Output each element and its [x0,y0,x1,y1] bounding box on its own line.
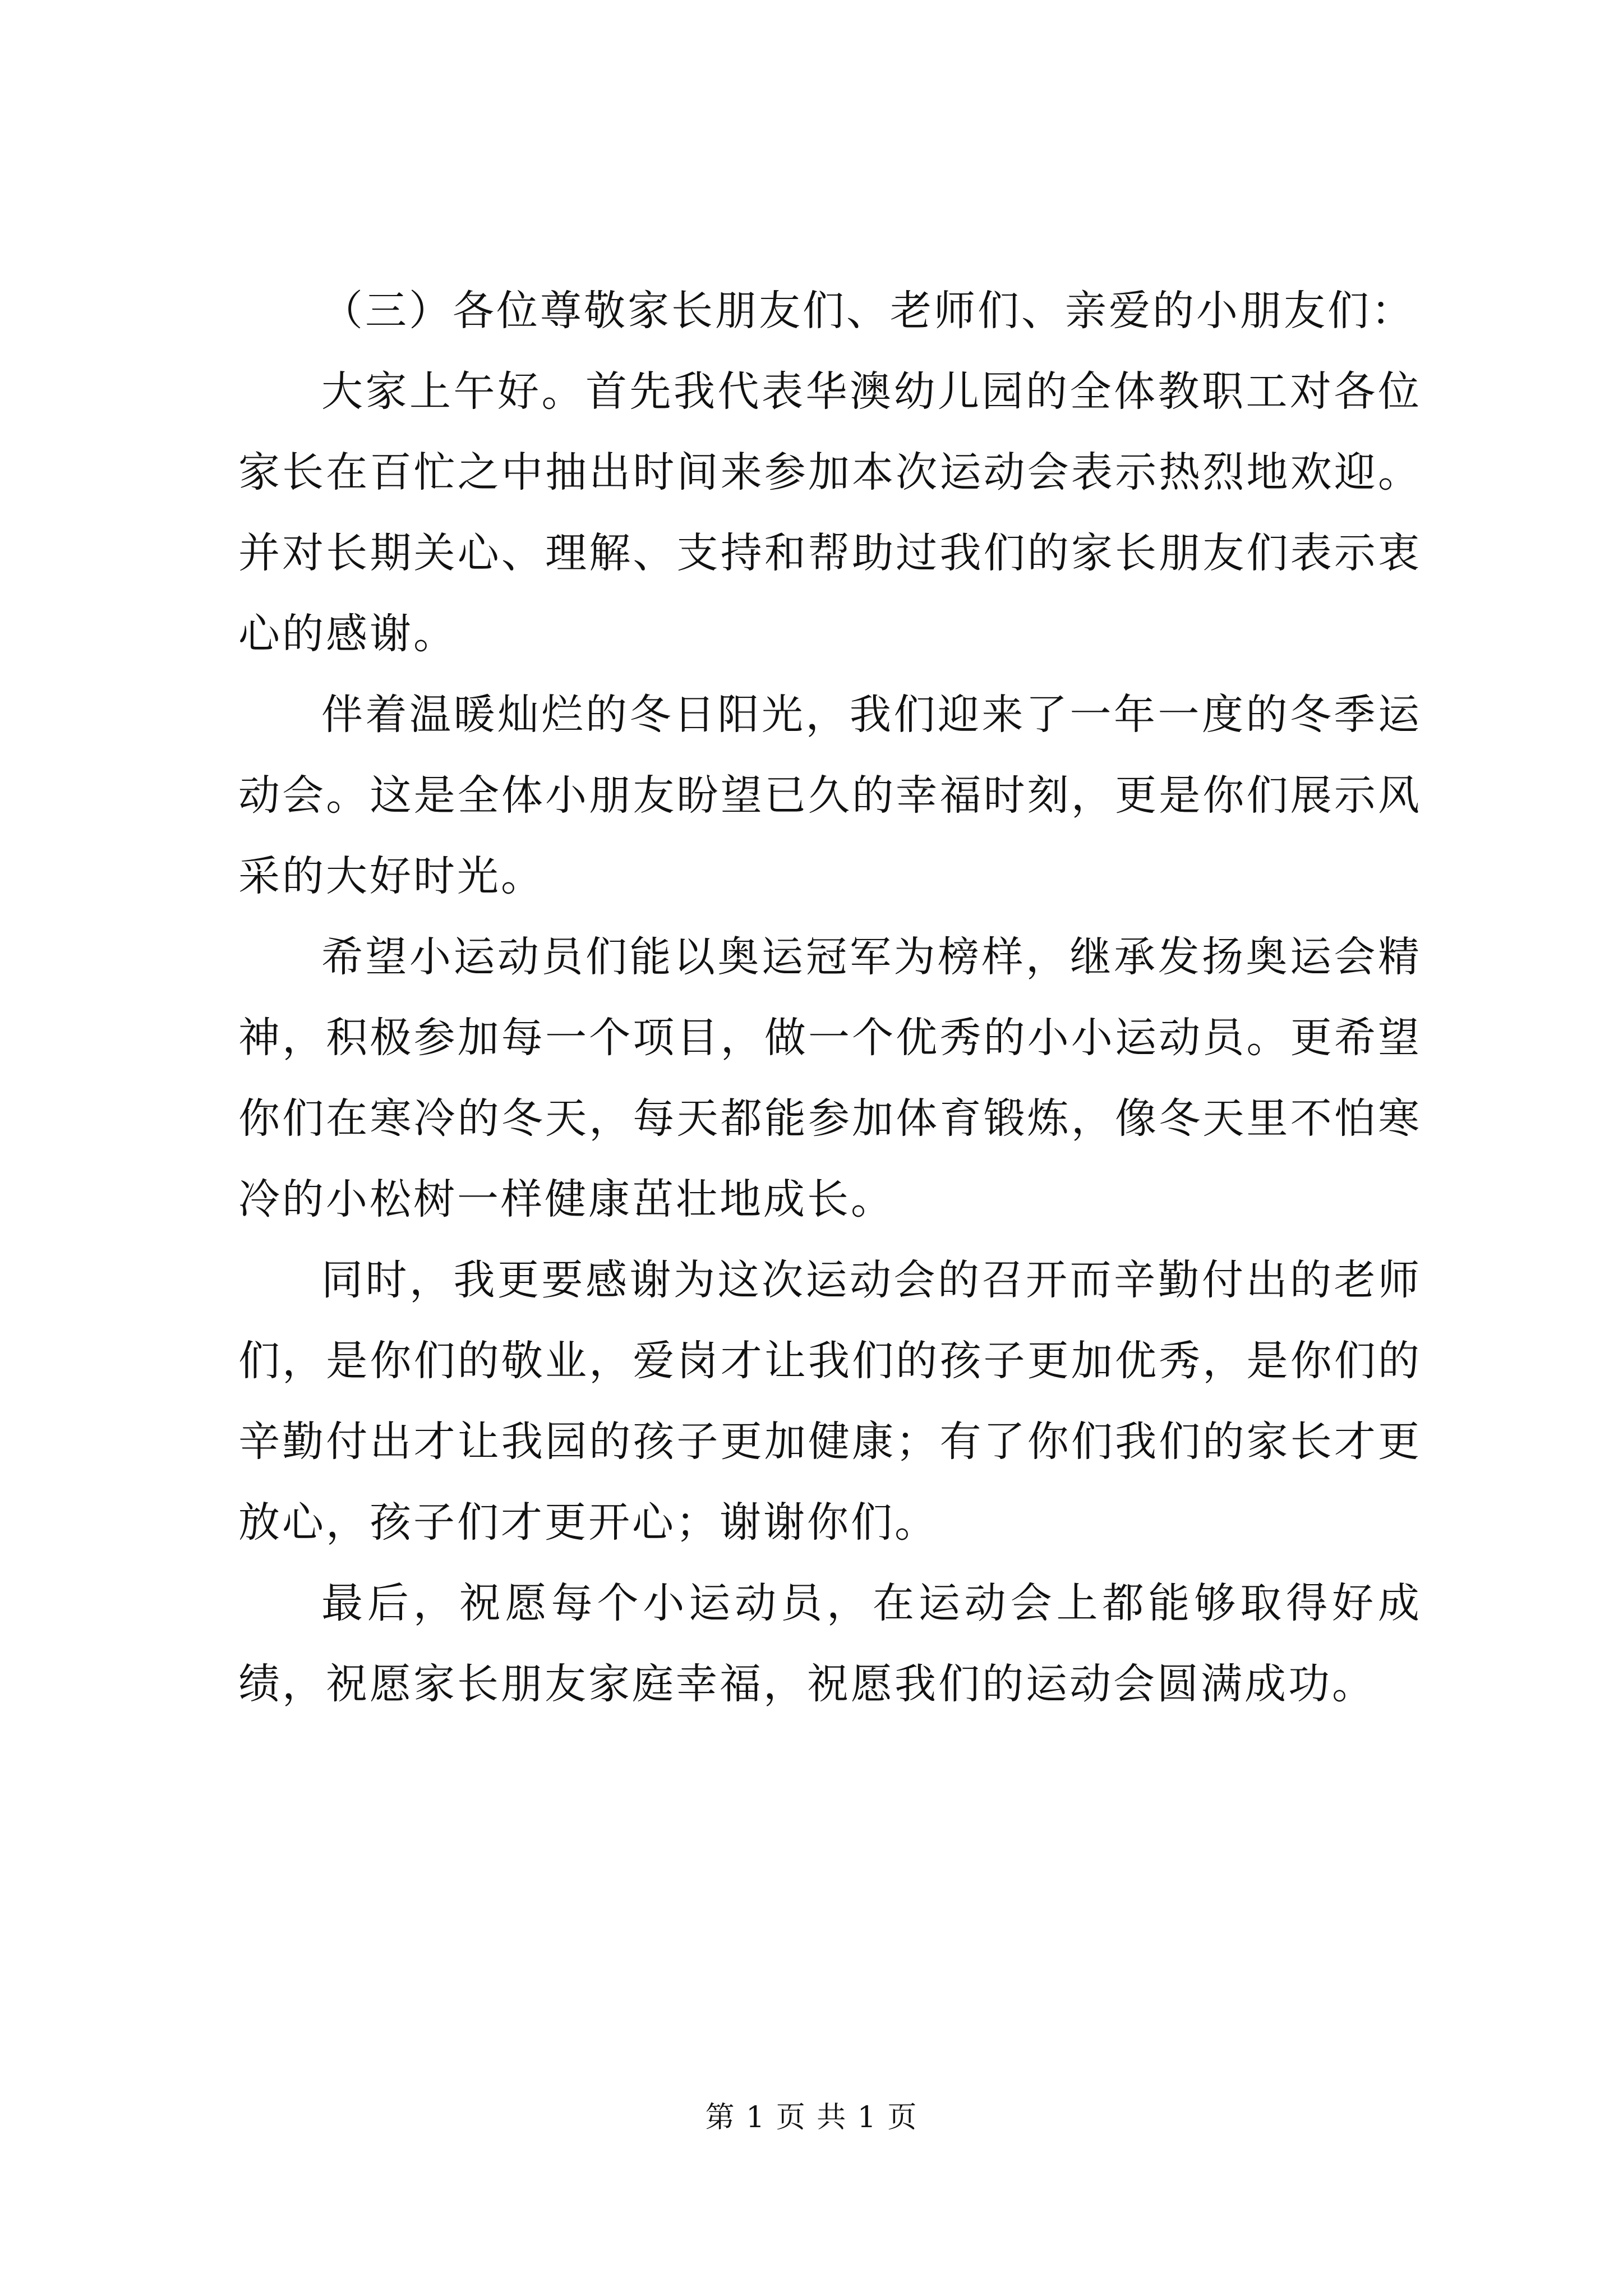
page-footer: 第 1 页 共 1 页 [705,2101,918,2134]
document-body [238,270,1422,1724]
salutation-paragraph: （三）各位尊敬家长朋友们、老师们、亲爱的小朋友们： [321,287,1415,335]
welcome-paragraph: 大家上午好。首先我代表华澳幼儿园的全体教职工对各位家长在百忙之中抽出时间来参加本次运动会表示热烈地欢迎。并对长期关心、理解、支持和帮助过我们的家长朋友们表示衷心的感谢。 [238,367,1422,658]
sports-meet-paragraph: 伴着温暖灿烂的冬日阳光，我们迎来了一年一度的冬季运动会。这是全体小朋友盼望已久的幸福时刻，更是你们展示风采的大好时光。 [238,691,1422,900]
hope-paragraph: 希望小运动员们能以奥运冠军为榜样，继承发扬奥运会精神，积极参加每一个项目，做一个优秀的小小运动员。更希望你们在寒冷的冬天，每天都能参加体育锻炼，像冬天里不怕寒冷的小松树一样健康茁壮地成长。 [238,933,1422,1223]
thanks-teachers-paragraph: 同时，我更要感谢为这次运动会的召开而辛勤付出的老师们，是你们的敬业，爱岗才让我们的孩子更加优秀，是你们的辛勤付出才让我园的孩子更加健康；有了你们我们的家长才更放心，孩子们才更开心；谢谢你们。 [238,1256,1422,1547]
closing-paragraph: 最后，祝愿每个小运动员，在运动会上都能够取得好成绩，祝愿家长朋友家庭幸福，祝愿我们的运动会圆满成功。 [238,1579,1422,1708]
